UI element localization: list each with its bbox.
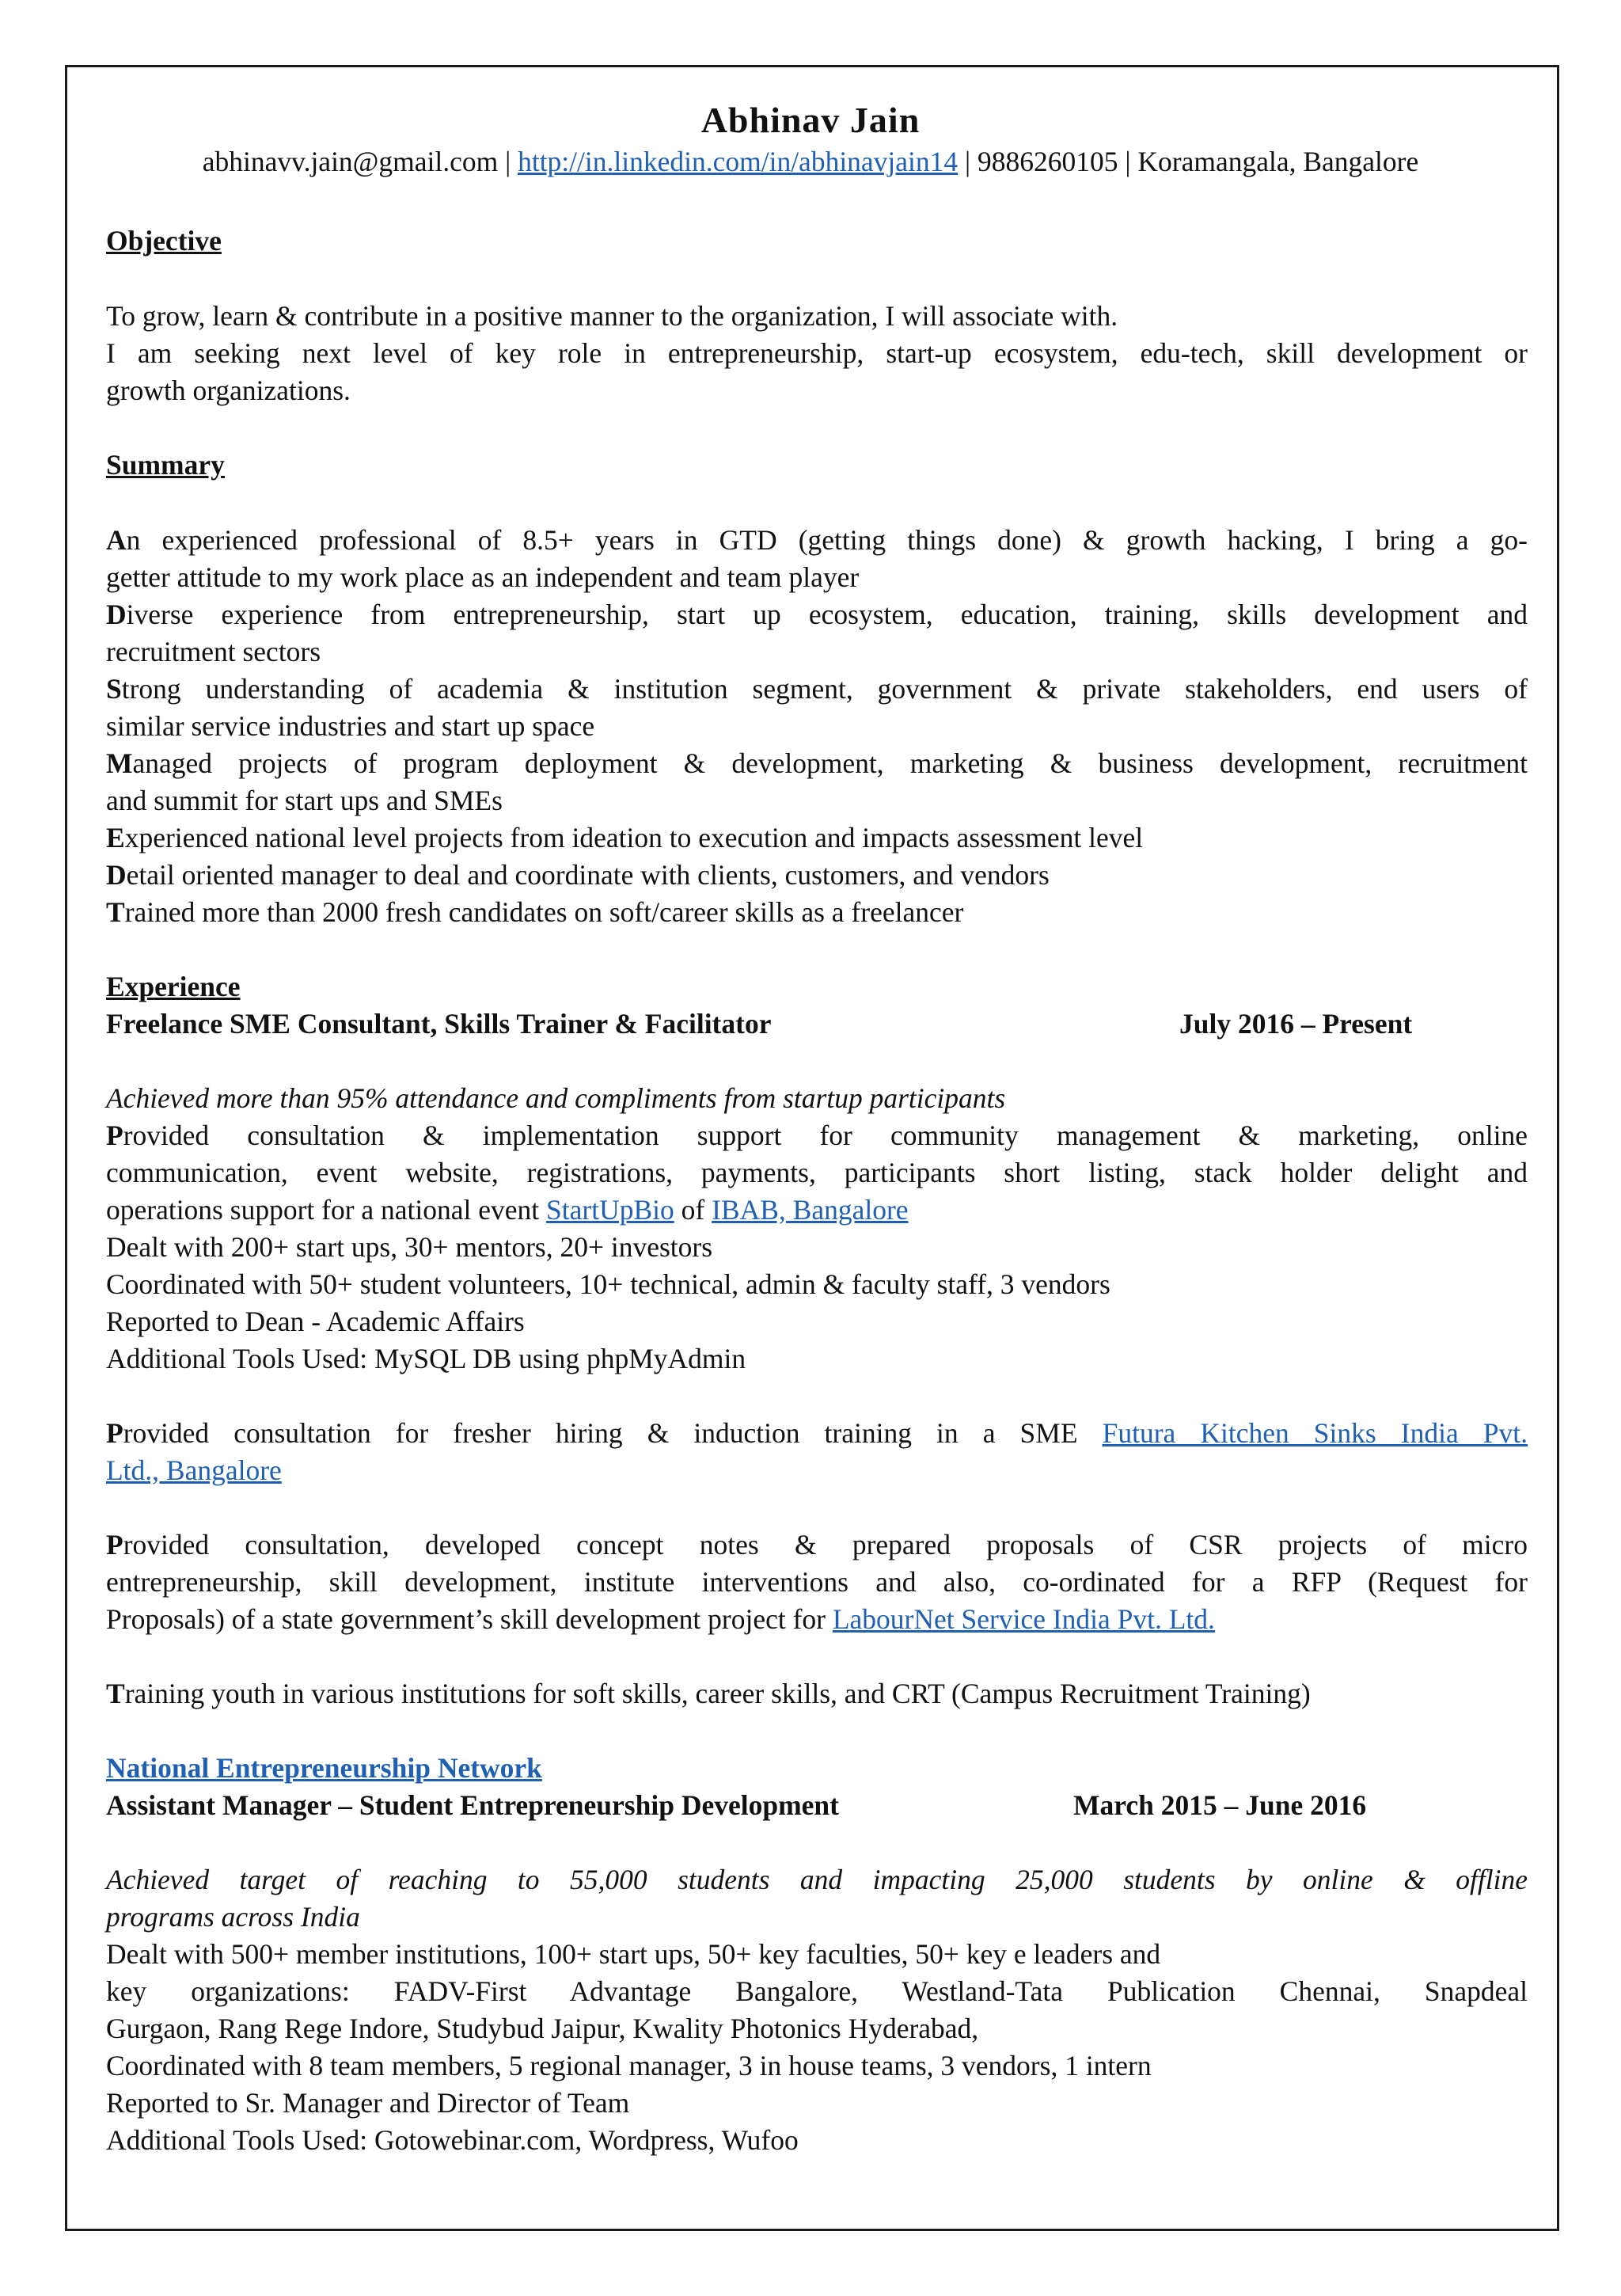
job2-achievement-line-2: programs across India [106,1901,360,1933]
job1-p3-line-1: Provided consultation, developed concept notes & prepared proposals of CSR projects of micro [106,1529,1528,1560]
ibab-link[interactable]: IBAB, Bangalore [712,1194,909,1226]
job1-p1-line-3: operations support for a national event StartUpBio of IBAB, Bangalore [106,1194,909,1226]
job1-achievement: Achieved more than 95% attendance and compliments from startup participants [106,1082,1006,1114]
job1-bullet-4: Additional Tools Used: MySQL DB using phpMyAdmin [106,1343,746,1374]
job1-p1-line-1: Provided consultation & implementation support for community management & marketing, online [106,1119,1528,1151]
futura-link[interactable]: Futura Kitchen Sinks India Pvt. [1102,1417,1528,1449]
summary-item-1-line-2: getter attitude to my work place as an independent and team player [106,561,860,593]
summary-item-3-line-2: similar service industries and start up space [106,710,595,742]
job2-detail-2: key organizations: FADV-First Advantage Bangalore, Westland-Tata Publication Chennai, Snapdeal [106,1975,1528,2007]
job2-detail-5: Reported to Sr. Manager and Director of Team [106,2087,630,2119]
job2-achievement-line-1: Achieved target of reaching to 55,000 students and impacting 25,000 students by online & offline [106,1864,1528,1895]
separator: | [498,146,518,177]
summary-item-3-line-1: Strong understanding of academia & institution segment, government & private stakeholders, end users of [106,673,1528,705]
candidate-name: Abhinav Jain [700,100,921,140]
contact-line [63,143,1558,181]
futura-link-cont[interactable]: Ltd., Bangalore [106,1454,282,1486]
experience-heading: Experience [106,971,241,1002]
job1-bullet-3: Reported to Dean - Academic Affairs [106,1306,525,1337]
summary-item-5: Experienced national level projects from ideation to execution and impacts assessment level [106,822,1144,853]
objective-heading: Objective [106,225,222,257]
summary-heading: Summary [106,449,225,481]
job1-p2-line-1: Provided consultation for fresher hiring & induction training in a SME Futura Kitchen Sinks India Pvt. [106,1417,1528,1449]
objective-line-3: growth organizations. [106,374,351,406]
job1-title: Freelance SME Consultant, Skills Trainer & Facilitator [106,1008,772,1040]
contact-rest: | 9886260105 | Koramangala, Bangalore [958,146,1419,177]
summary-item-4-line-1: Managed projects of program deployment & development, marketing & business development, recruitment [106,747,1528,779]
job1-p1-line-2: communication, event website, registrations, payments, participants short listing, stack holder delight and [106,1157,1528,1188]
summary-item-2-line-1: Diverse experience from entrepreneurship, start up ecosystem, education, training, skills development and [106,599,1528,630]
summary-item-7: Trained more than 2000 fresh candidates on soft/career skills as a freelancer [106,896,964,928]
job1-p4: Training youth in various institutions for soft skills, career skills, and CRT (Campus Recruitment Training) [106,1678,1311,1709]
linkedin-link[interactable]: http://in.linkedin.com/in/abhinavjain14 [518,146,959,177]
job2-org [106,1750,1531,1787]
summary-item-6: Detail oriented manager to deal and coordinate with clients, customers, and vendors [106,859,1050,891]
job1-bullet-1: Dealt with 200+ start ups, 30+ mentors, 20+ investors [106,1231,713,1263]
email-text: abhinavv.jain@gmail.com [202,146,499,177]
summary-item-2-line-2: recruitment sectors [106,636,321,667]
job1-p2-line-2 [106,1452,1531,1489]
startupbio-link[interactable]: StartUpBio [546,1194,674,1226]
job2-dates: March 2015 – June 2016 [1073,1789,1367,1821]
job1-dates: July 2016 – Present [1179,1008,1413,1040]
objective-line-1: To grow, learn & contribute in a positive manner to the organization, I will associate with. [106,300,1118,332]
job1-p3-line-2: entrepreneurship, skill development, institute interventions and also, co-ordinated for a RFP (Request for [106,1566,1528,1598]
summary-item-1-line-1: An experienced professional of 8.5+ years in GTD (getting things done) & growth hacking, I bring a go- [106,524,1528,556]
labournet-link[interactable]: LabourNet Service India Pvt. Ltd. [832,1603,1215,1635]
nen-link[interactable]: National Entrepreneurship Network [106,1752,542,1784]
summary-item-4-line-2: and summit for start ups and SMEs [106,785,503,816]
job2-detail-4: Coordinated with 8 team members, 5 regional manager, 3 in house teams, 3 vendors, 1 intern [106,2050,1152,2081]
objective-line-2: I am seeking next level of key role in entrepreneurship, start-up ecosystem, edu-tech, skill development or [106,337,1528,369]
job2-detail-6: Additional Tools Used: Gotowebinar.com, Wordpress, Wufoo [106,2124,799,2156]
job1-bullet-2: Coordinated with 50+ student volunteers, 10+ technical, admin & faculty staff, 3 vendors [106,1268,1110,1300]
job2-detail-1: Dealt with 500+ member institutions, 100+ start ups, 50+ key faculties, 50+ key e leaders and [106,1938,1161,1970]
job2-detail-3: Gurgaon, Rang Rege Indore, Studybud Jaipur, Kwality Photonics Hyderabad, [106,2013,979,2044]
job1-p3-line-3: Proposals) of a state government’s skill development project for LabourNet Service India Pvt. Ltd. [106,1603,1215,1635]
job2-title: Assistant Manager – Student Entrepreneurship Development [106,1789,839,1821]
